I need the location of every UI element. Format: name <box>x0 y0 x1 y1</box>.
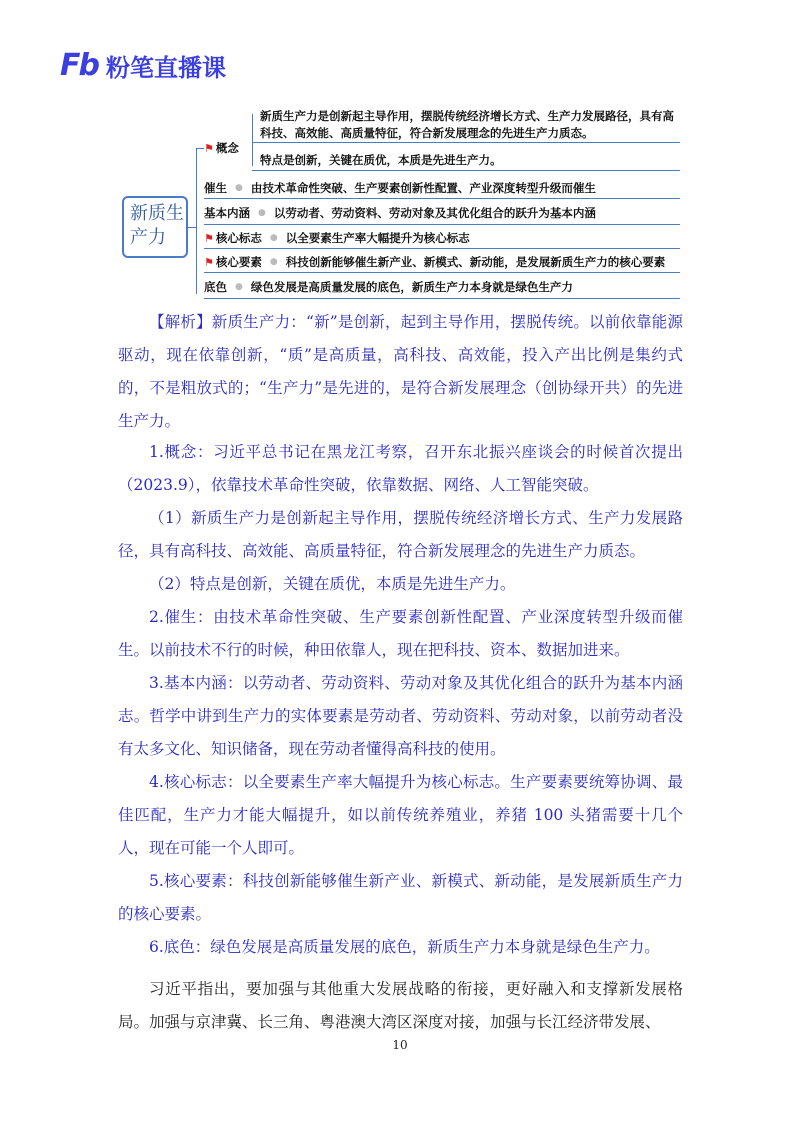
point-4-core-sign: 4.核心标志：以全要素生产率大幅提升为核心标志。生产要素要统筹协调、最佳匹配，生产力才能大幅提升，如以前传统养殖业，养猪 100 头猪需要十几个人，现在可能一个人即可。 <box>118 773 683 857</box>
node-label: 底色 <box>204 280 227 294</box>
mindmap-node-concept <box>204 138 239 158</box>
node-desc: 科技创新能够催生新产业、新模式、新动能，是发展新质生产力的核心要素 <box>285 255 666 269</box>
mind-map <box>118 100 680 300</box>
node-label: 核心标志 <box>215 231 262 245</box>
connector-line <box>252 142 680 143</box>
mindmap-node-core-element <box>204 252 665 272</box>
connector-line <box>252 170 680 171</box>
node-desc: 绿色发展是高质量发展的底色，新质生产力本身就是绿色生产力 <box>250 280 573 294</box>
point-3-basic: 3.基本内涵：以劳动者、劳动资料、劳动对象及其优化组合的跃升为基本内涵志。哲学中讲到生产力的实体要素是劳动者、劳动资料、劳动对象，以前劳动者没有太多文化、知识储备，现在劳动者懂得高科技的使用。 <box>118 674 683 758</box>
page-number: 10 <box>392 1038 408 1052</box>
connector-line <box>204 224 680 225</box>
flag-icon: ⚑ <box>204 255 214 269</box>
connector-line <box>204 272 680 273</box>
bullet-dot: ● <box>235 282 243 292</box>
mindmap-node-base-color <box>204 277 573 297</box>
node-desc: 由技术革命性突破、生产要素创新性配置、产业深度转型升级而催生 <box>250 181 596 195</box>
flag-icon: ⚑ <box>204 231 214 245</box>
logo-text: 粉笔直播课 <box>105 54 226 82</box>
connector-line <box>196 148 197 294</box>
connector-line <box>204 298 680 299</box>
bullet-dot: ● <box>235 183 243 193</box>
point-1-sub-2: （2）特点是创新，关键在质优，本质是先进生产力。 <box>149 575 516 593</box>
node-label: 基本内涵 <box>204 206 250 220</box>
node-label: 核心要素 <box>215 255 262 269</box>
connector-line <box>204 248 680 249</box>
node-desc: 以全要素生产率大幅提升为核心标志 <box>285 231 470 245</box>
mindmap-node-basic <box>204 203 596 223</box>
point-1-concept: 1.概念：习近平总书记在黑龙江考察，召开东北振兴座谈会的时候首次提出（2023.9），依靠技术革命性突破，依靠数据、网络、人工智能突破。 <box>118 443 683 494</box>
point-1-sub-1: （1）新质生产力是创新起主导作用，摆脱传统经济增长方式、生产力发展路径，具有高科技、高效能、高质量特征，符合新发展理念的先进生产力质态。 <box>118 509 683 560</box>
mindmap-node-core-sign <box>204 228 470 248</box>
bullet-dot: ● <box>269 257 278 267</box>
mindmap-node-cuisheng <box>204 178 596 198</box>
point-2-cuisheng: 2.催生：由技术革命性突破、生产要素创新性配置、产业深度转型升级而催生。以前技术不行的时候，种田依靠人，现在把科技、资本、数据加进来。 <box>118 608 683 659</box>
point-5-core-element: 5.核心要素：科技创新能够催生新产业、新模式、新动能，是发展新质生产力的核心要素。 <box>118 872 683 923</box>
connector-line <box>204 198 680 199</box>
mindmap-root: 新质生产力 <box>122 196 188 258</box>
connector-line <box>252 114 253 166</box>
node-label: 概念 <box>215 141 239 155</box>
connector-line <box>196 148 204 149</box>
concept-text-1: 新质生产力是创新起主导作用，摆脱传统经济增长方式、生产力发展路径，具有高科技、高效能、高质量特征，符合新发展理念的先进生产力质态。 <box>260 109 674 140</box>
body-paragraph: 习近平指出，要加强与其他重大发展战略的衔接，更好融入和支撑新发展格局。加强与京津冀、长三角、粤港澳大湾区深度对接，加强与长江经济带发展、 <box>118 980 683 1031</box>
bullet-dot: ● <box>258 208 266 218</box>
point-6-base-color: 6.底色：绿色发展是高质量发展的底色，新质生产力本身就是绿色生产力。 <box>149 938 660 956</box>
logo-mark: Fb <box>60 48 98 83</box>
brand-logo <box>60 48 226 83</box>
connector-line <box>188 227 196 228</box>
node-label: 催生 <box>204 181 227 195</box>
bullet-dot: ● <box>269 233 278 243</box>
analysis-paragraph: 【解析】新质生产力：“新”是创新，起到主导作用，摆脱传统。以前依靠能源驱动，现在依靠创新，“质”是高质量，高科技、高效能，投入产出比例是集约式的，不是粗放式的；“生产力”是先进的，是符合新发展理念（创协绿开共）的先进生产力。 <box>118 313 683 430</box>
node-desc: 以劳动者、劳动资料、劳动对象及其优化组合的跃升为基本内涵 <box>273 206 596 220</box>
flag-icon: ⚑ <box>204 141 214 155</box>
concept-text-2: 特点是创新，关键在质优，本质是先进生产力。 <box>260 153 502 167</box>
